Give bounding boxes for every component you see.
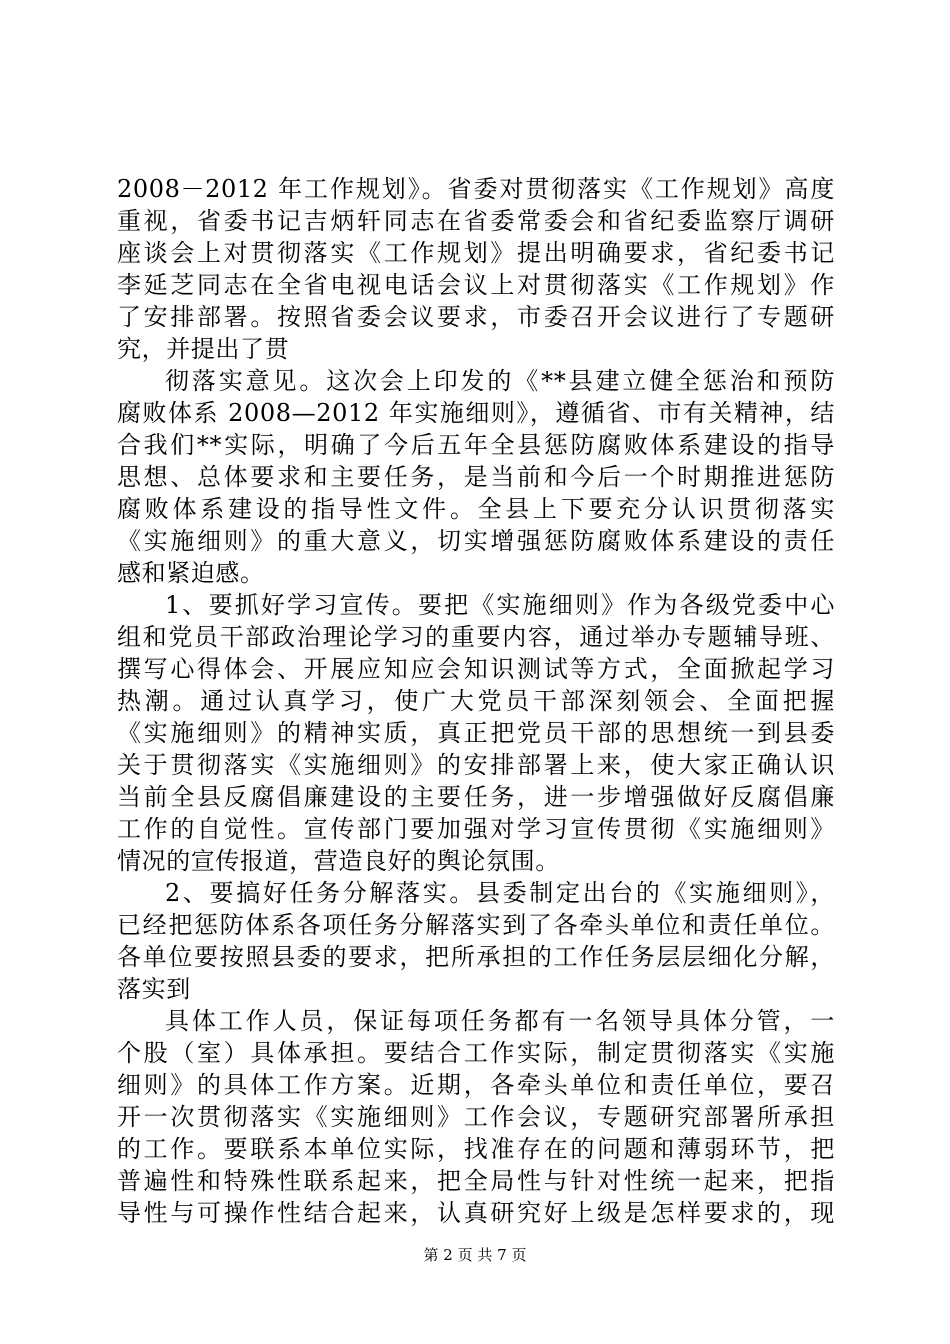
text-line: 关于贯彻落实《实施细则》的安排部署上来，使大家正确认识 <box>117 751 835 779</box>
text-line: 究，并提出了贯 <box>117 335 290 363</box>
text-line: 李延芝同志在全省电视电话会议上对贯彻落实《工作规划》作 <box>117 271 835 299</box>
text-line: 各单位要按照县委的要求，把所承担的工作任务层层细化分解， <box>117 943 835 971</box>
text-line: 开一次贯彻落实《实施细则》工作会议，专题研究部署所承担 <box>117 1103 835 1131</box>
text-line: 座谈会上对贯彻落实《工作规划》提出明确要求，省纪委书记 <box>117 239 835 267</box>
text-line: 当前全县反腐倡廉建设的主要任务，进一步增强做好反腐倡廉 <box>117 783 835 811</box>
text-line: 已经把惩防体系各项任务分解落实到了各牵头单位和责任单位。 <box>117 911 835 939</box>
text-line: 重视，省委书记吉炳轩同志在省委常委会和省纪委监察厅调研 <box>117 207 835 235</box>
text-line: 组和党员干部政治理论学习的重要内容，通过举办专题辅导班、 <box>117 623 835 651</box>
text-line: 1、要抓好学习宣传。要把《实施细则》作为各级党委中心 <box>165 591 835 619</box>
text-line: 细则》的具体工作方案。近期，各牵头单位和责任单位，要召 <box>117 1071 835 1099</box>
text-line: 腐败体系建设的指导性文件。全县上下要充分认识贯彻落实 <box>117 495 835 523</box>
text-line: 2008－2012 年工作规划》。省委对贯彻落实《工作规划》高度 <box>117 175 835 203</box>
text-line: 落实到 <box>117 975 191 1003</box>
text-line: 思想、总体要求和主要任务，是当前和今后一个时期推进惩防 <box>117 463 835 491</box>
text-line: 腐败体系 2008—2012 年实施细则》，遵循省、市有关精神，结 <box>117 399 835 427</box>
text-line: 热潮。通过认真学习，使广大党员干部深刻领会、全面把握 <box>117 687 835 715</box>
text-line: 2、要搞好任务分解落实。县委制定出台的《实施细则》， <box>165 879 835 907</box>
text-line: 的工作。要联系本单位实际，找准存在的问题和薄弱环节，把 <box>117 1135 835 1163</box>
text-line: 了安排部署。按照省委会议要求，市委召开会议进行了专题研 <box>117 303 835 331</box>
text-line: 导性与可操作性结合起来，认真研究好上级是怎样要求的，现 <box>117 1199 835 1227</box>
text-line: 具体工作人员，保证每项任务都有一名领导具体分管，一 <box>165 1007 835 1035</box>
text-line: 《实施细则》的精神实质，真正把党员干部的思想统一到县委 <box>117 719 835 747</box>
text-line: 《实施细则》的重大意义，切实增强惩防腐败体系建设的责任 <box>117 527 835 555</box>
text-line: 撰写心得体会、开展应知应会知识测试等方式，全面掀起学习 <box>117 655 835 683</box>
text-line: 普遍性和特殊性联系起来，把全局性与针对性统一起来，把指 <box>117 1167 835 1195</box>
page-footer: 第 2 页 共 7 页 <box>423 1246 527 1264</box>
document-body <box>117 173 835 1229</box>
text-line: 彻落实意见。这次会上印发的《**县建立健全惩治和预防 <box>165 367 835 395</box>
text-line: 情况的宣传报道，营造良好的舆论氛围。 <box>117 847 560 875</box>
text-line: 感和紧迫感。 <box>117 559 265 587</box>
text-line: 工作的自觉性。宣传部门要加强对学习宣传贯彻《实施细则》 <box>117 815 835 843</box>
text-line: 合我们**实际，明确了今后五年全县惩防腐败体系建设的指导 <box>117 431 835 459</box>
text-line: 个股（室）具体承担。要结合工作实际，制定贯彻落实《实施 <box>117 1039 835 1067</box>
